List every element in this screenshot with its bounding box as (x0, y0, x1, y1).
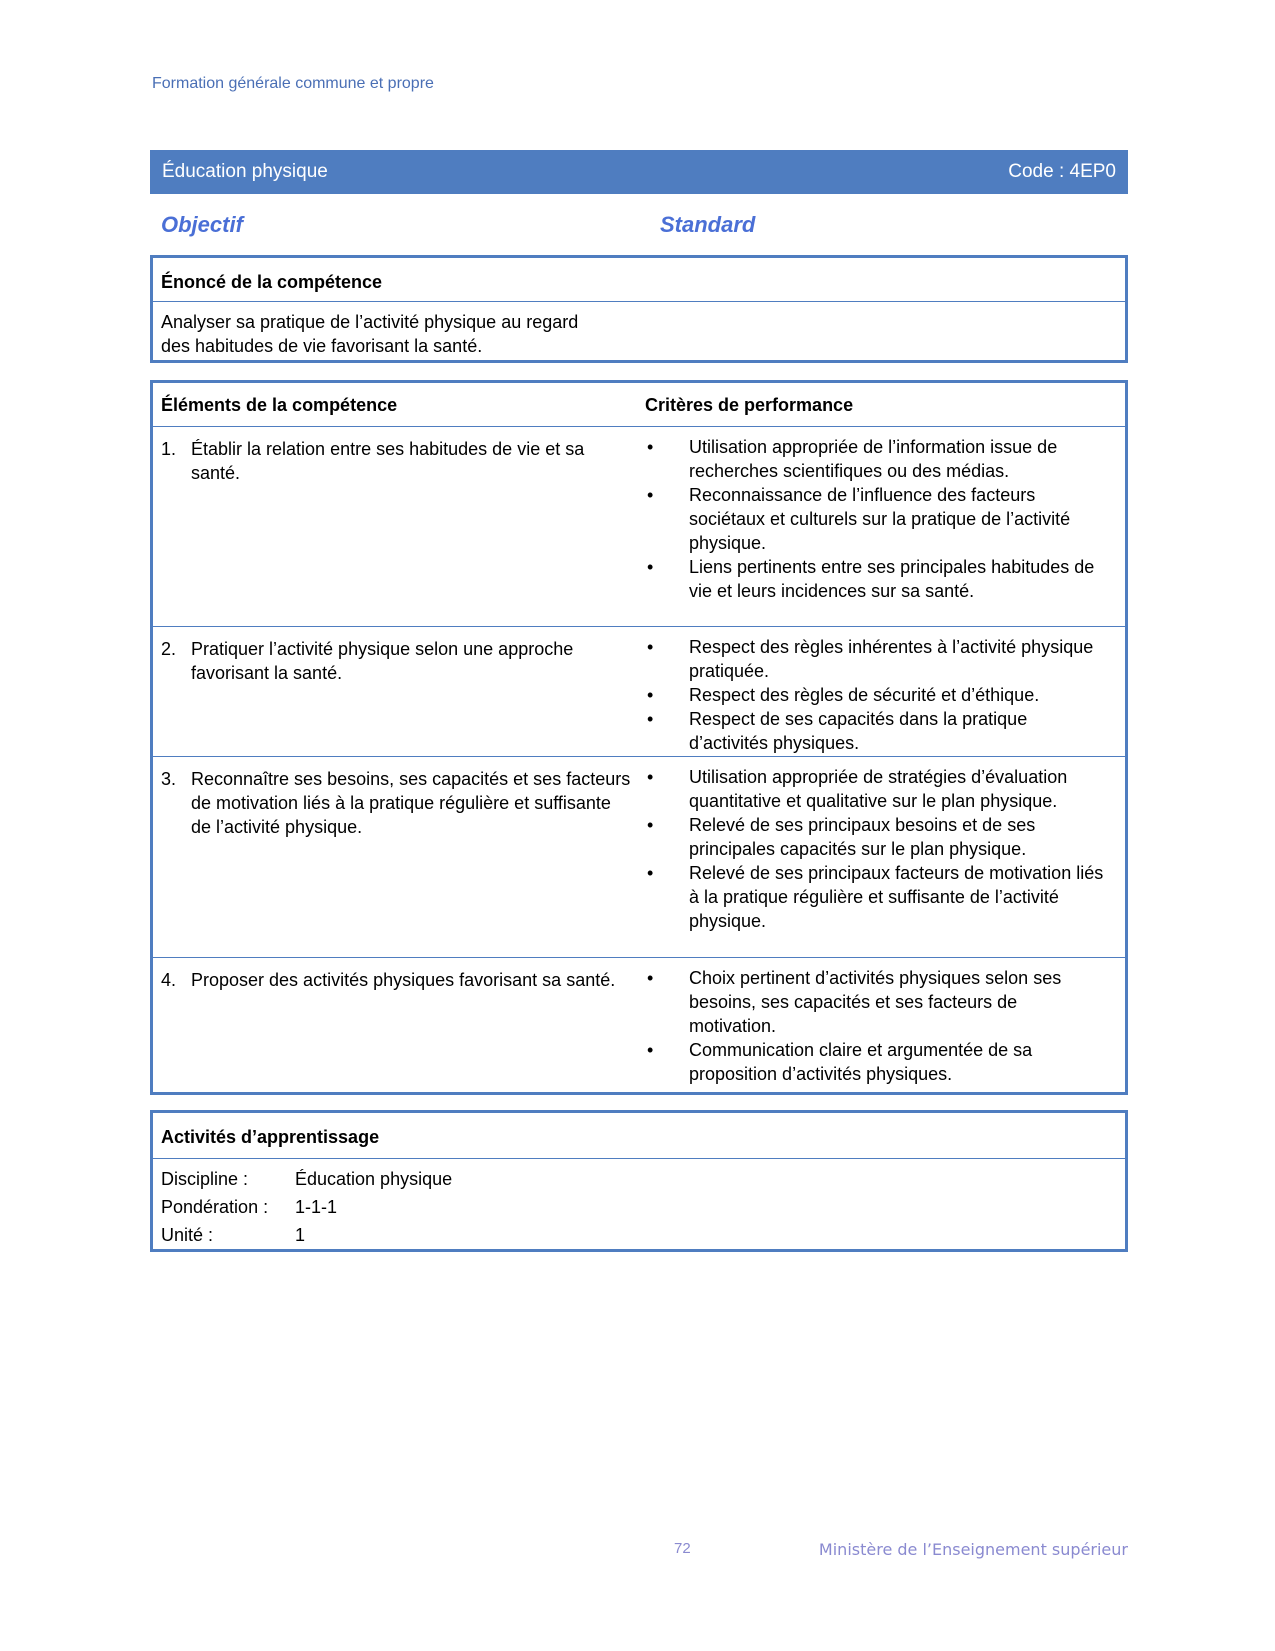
criteria-list (645, 966, 1105, 1086)
enonce-text: Analyser sa pratique de l’activité physique au regard des habitudes de vie favorisant la santé. (161, 312, 579, 356)
list-item: • Choix pertinent d’activités physiques selon ses besoins, ses capacités et ses facteurs de motivation. (647, 968, 1062, 1036)
list-item: • Communication claire et argumentée de sa proposition d’activités physiques. (647, 1040, 1033, 1084)
col-criteres-header: Critères de performance (645, 395, 854, 415)
unite-line (161, 1221, 1117, 1249)
element-text: Établir la relation entre ses habitudes de vie et sa santé. (191, 439, 585, 483)
bullet-icon: • (647, 709, 654, 729)
element-number: 1. (161, 439, 177, 459)
elements-table-header (153, 383, 1125, 427)
list-item: • Respect des règles inhérentes à l’activité physique pratiquée. (647, 637, 1094, 681)
discipline-line (161, 1165, 1117, 1193)
footer-organization: Ministère de l’Enseignement supérieur (818, 1540, 1128, 1559)
table-row (153, 958, 1125, 1088)
list-item: • Liens pertinents entre ses principales habitudes de vie et leurs incidences sur sa santé. (647, 557, 1095, 601)
bullet-icon: • (647, 767, 654, 787)
element-text: Pratiquer l’activité physique selon une approche favorisant la santé. (191, 639, 574, 683)
unite-label: Unité : (161, 1225, 214, 1245)
title-bar (150, 150, 1128, 194)
list-item: • Relevé de ses principaux besoins et de ses principales capacités sur le plan physique. (647, 815, 1036, 859)
enonce-heading: Énoncé de la compétence (153, 258, 1125, 302)
element-number: 3. (161, 769, 177, 789)
unite-value: 1 (295, 1225, 306, 1245)
discipline-label: Discipline : (161, 1169, 249, 1189)
table-row (153, 427, 1125, 627)
activites-box (150, 1110, 1128, 1252)
subject-title: Éducation physique (162, 161, 328, 182)
elements-table (150, 380, 1128, 1095)
bullet-icon: • (647, 815, 654, 835)
criteria-list (645, 765, 1105, 933)
bullet-icon: • (647, 485, 654, 505)
course-code: Code : 4EP0 (1008, 161, 1116, 182)
activites-heading: Activités d’apprentissage (153, 1113, 1125, 1159)
objectif-label: Objectif (161, 212, 243, 237)
bullet-icon: • (647, 968, 654, 988)
element-text: Reconnaître ses besoins, ses capacités et ses facteurs de motivation liés à la pratique régulière et suffisante de l’activité physique. (191, 769, 631, 837)
element-text: Proposer des activités physiques favorisant sa santé. (191, 970, 616, 990)
list-item: • Relevé de ses principaux facteurs de motivation liés à la pratique régulière et suffisante de l’activité physique. (647, 863, 1104, 931)
page-number: 72 (674, 1540, 691, 1557)
criteria-list (645, 435, 1105, 603)
element-number: 4. (161, 970, 177, 990)
bullet-icon: • (647, 863, 654, 883)
running-header: Formation générale commune et propre (152, 75, 434, 92)
table-row (153, 627, 1125, 757)
table-row (153, 757, 1125, 958)
enonce-box (150, 255, 1128, 363)
criteria-list (645, 635, 1105, 755)
bullet-icon: • (647, 557, 654, 577)
discipline-value: Éducation physique (295, 1169, 453, 1189)
col-elements-header: Éléments de la compétence (161, 395, 398, 415)
bullet-icon: • (647, 1040, 654, 1060)
bullet-icon: • (647, 685, 654, 705)
ponderation-line (161, 1193, 1117, 1221)
list-item: • Respect de ses capacités dans la pratique d’activités physiques. (647, 709, 1028, 753)
bullet-icon: • (647, 437, 654, 457)
list-item: • Respect des règles de sécurité et d’éthique. (647, 685, 1040, 705)
bullet-icon: • (647, 637, 654, 657)
standard-label: Standard (660, 212, 756, 237)
list-item: • Reconnaissance de l’influence des facteurs sociétaux et culturels sur la pratique de l’activité physique. (647, 485, 1071, 553)
ponderation-value: 1-1-1 (295, 1197, 338, 1217)
list-item: • Utilisation appropriée de stratégies d’évaluation quantitative et qualitative sur le plan physique. (647, 767, 1068, 811)
list-item: • Utilisation appropriée de l’information issue de recherches scientifiques ou des médias. (647, 437, 1058, 481)
element-number: 2. (161, 639, 177, 659)
ponderation-label: Pondération : (161, 1197, 269, 1217)
